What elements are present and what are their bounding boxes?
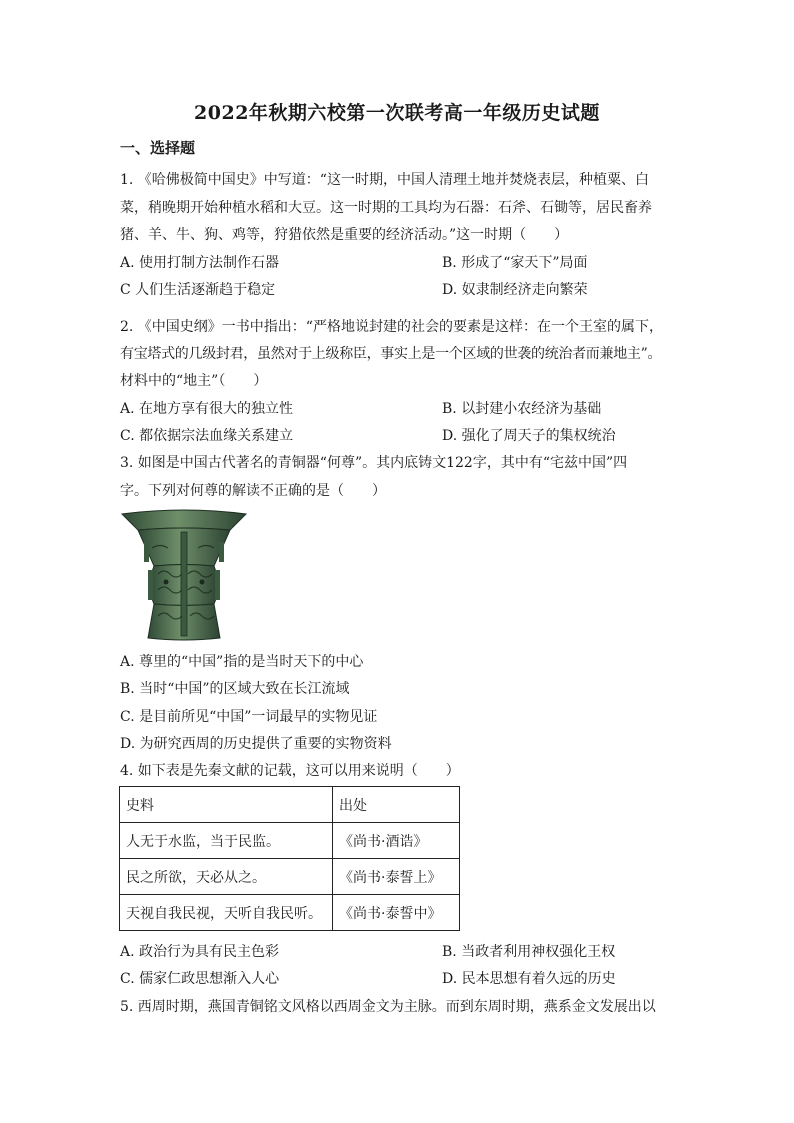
table-row <box>120 823 460 859</box>
table-cell: 史料 <box>120 787 333 823</box>
q4-option-d: D. 民本思想有着久远的历史 <box>442 971 616 987</box>
q1-option-a: A. 使用打制方法制作石器 <box>120 255 280 271</box>
table-cell: 出处 <box>333 787 460 823</box>
table-row <box>120 895 460 931</box>
q3-option-c: C. 是目前所见“中国”一词最早的实物见证 <box>120 709 378 725</box>
table-cell: 人无于水监，当于民监。 <box>120 823 333 859</box>
q3-option-d: D. 为研究西周的历史提供了重要的实物资料 <box>120 736 392 752</box>
q1-line-3: 猪、羊、牛、狗、鸡等，狩猎依然是重要的经济活动。”这一时期（ ） <box>120 227 569 243</box>
table-cell: 民之所欲，天必从之。 <box>120 859 333 895</box>
bronze-vessel-he-zun-icon <box>118 508 250 642</box>
q4-line-1: 4. 如下表是先秦文献的记载，这可以用来说明（ ） <box>120 763 460 779</box>
table-row <box>120 787 460 823</box>
q2-line-3: 材料中的“地主”（ ） <box>120 373 268 389</box>
q2-option-c: C. 都依据宗法血缘关系建立 <box>120 428 294 444</box>
q1-option-d: D. 奴隶制经济走向繁荣 <box>442 282 588 298</box>
q1-option-c: C 人们生活逐渐趋于稳定 <box>120 282 276 298</box>
q5-line-1: 5. 西周时期，燕国青铜铭文风格以西周金文为主脉。而到东周时期，燕系金文发展出以 <box>120 999 656 1015</box>
q4-option-b: B. 当政者利用神权强化王权 <box>442 944 616 960</box>
q3-option-b: B. 当时“中国”的区域大致在长江流域 <box>120 681 350 697</box>
q3-line-2: 字。下列对何尊的解读不正确的是（ ） <box>120 483 386 499</box>
table-cell: 天视自我民视，天听自我民听。 <box>120 895 333 931</box>
q2-line-1: 2. 《中国史纲》一书中指出：“严格地说封建的社会的要素是这样：在一个王室的属下， <box>120 319 663 335</box>
section-heading: 一、选择题 <box>120 139 196 157</box>
table-cell: 《尚书·泰誓上》 <box>333 859 460 895</box>
q1-line-2: 菜，稍晚期开始种植水稻和大豆。这一时期的工具均为石器：石斧、石锄等，居民畜养 <box>120 200 652 216</box>
q3-option-a: A. 尊里的“中国”指的是当时天下的中心 <box>120 654 364 670</box>
q1-option-b: B. 形成了“家天下”局面 <box>442 255 588 271</box>
q2-line-2: 有宝塔式的几级封君，虽然对于上级称臣，事实上是一个区域的世袭的统治者而兼地主”。 <box>120 346 662 362</box>
q3-line-1: 3. 如图是中国古代著名的青铜器“何尊”。其内底铸文122字，其中有“宅兹中国”四 <box>120 455 628 471</box>
source-table <box>119 786 460 931</box>
q4-option-a: A. 政治行为具有民主色彩 <box>120 944 280 960</box>
table-row <box>120 859 460 895</box>
q2-option-a: A. 在地方享有很大的独立性 <box>120 401 294 417</box>
page-title: 2022年秋期六校第一次联考高一年级历史试题 <box>194 102 600 124</box>
table-cell: 《尚书·酒诰》 <box>333 823 460 859</box>
table-cell: 《尚书·泰誓中》 <box>333 895 460 931</box>
q2-option-b: B. 以封建小农经济为基础 <box>442 401 602 417</box>
q4-option-c: C. 儒家仁政思想渐入人心 <box>120 971 280 987</box>
q1-line-1: 1. 《哈佛极简中国史》中写道：“这一时期，中国人清理土地并焚烧表层，种植粟、白 <box>120 172 649 188</box>
q2-option-d: D. 强化了周天子的集权统治 <box>442 428 616 444</box>
